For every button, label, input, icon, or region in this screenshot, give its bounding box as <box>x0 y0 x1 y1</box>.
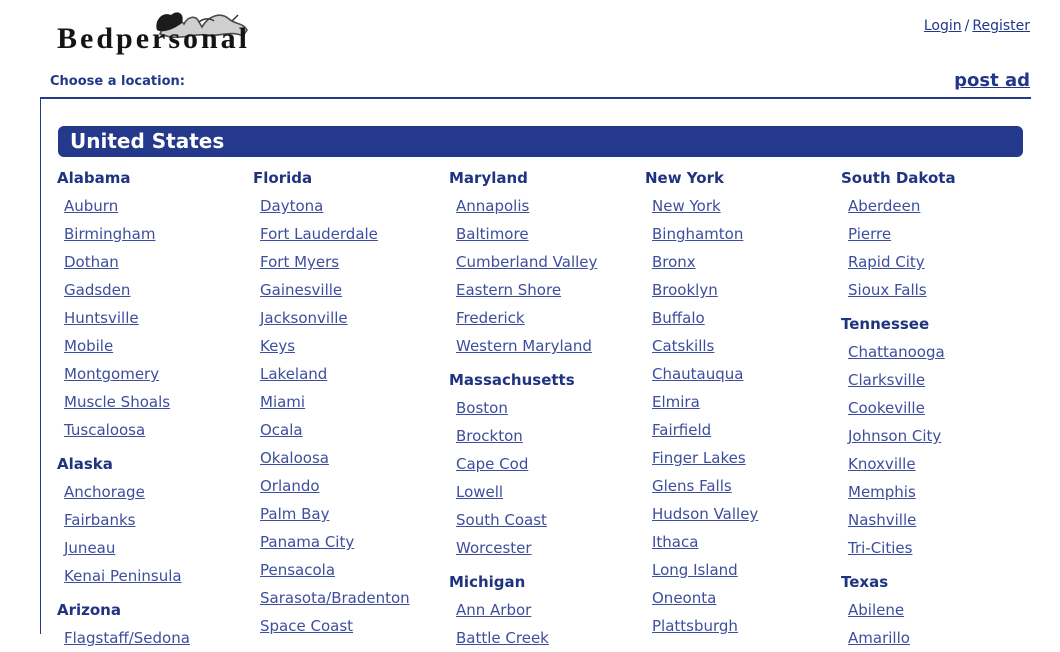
state-heading: Maryland <box>449 169 528 187</box>
state-group <box>57 600 253 652</box>
city-link[interactable]: Fort Lauderdale <box>260 225 378 243</box>
city-row <box>841 534 1037 562</box>
locations-panel <box>57 168 1037 652</box>
city-row <box>253 472 449 500</box>
city-link[interactable]: Memphis <box>848 483 916 501</box>
city-row <box>253 360 449 388</box>
city-link[interactable]: Keys <box>260 337 296 355</box>
city-row <box>449 596 645 624</box>
city-link[interactable]: Panama City <box>260 533 355 551</box>
region-banner: United States <box>58 126 1023 157</box>
city-row <box>449 506 645 534</box>
city-link[interactable]: Baltimore <box>456 225 529 243</box>
city-link[interactable]: Miami <box>260 393 306 411</box>
city-link[interactable]: Finger Lakes <box>652 449 746 467</box>
city-link[interactable]: Sioux Falls <box>848 281 927 299</box>
city-row <box>841 624 1037 652</box>
city-row <box>645 388 841 416</box>
city-link[interactable]: Anchorage <box>64 483 145 501</box>
city-row <box>841 276 1037 304</box>
left-border <box>40 97 41 634</box>
city-link[interactable]: Catskills <box>652 337 715 355</box>
city-link[interactable]: Birmingham <box>64 225 156 243</box>
city-link[interactable]: Eastern Shore <box>456 281 562 299</box>
location-column <box>645 168 841 652</box>
city-row <box>841 596 1037 624</box>
city-link[interactable]: Fort Myers <box>260 253 340 271</box>
city-link[interactable]: Huntsville <box>64 309 139 327</box>
state-group <box>841 168 1037 304</box>
city-link[interactable]: Ithaca <box>652 533 699 551</box>
login-link[interactable]: Login <box>923 18 962 34</box>
city-row <box>449 450 645 478</box>
city-link[interactable]: Flagstaff/Sedona <box>64 629 190 647</box>
city-row <box>253 416 449 444</box>
city-row <box>253 584 449 612</box>
city-row <box>253 612 449 640</box>
city-link[interactable]: Hudson Valley <box>652 505 759 523</box>
city-link[interactable]: Cape Cod <box>456 455 529 473</box>
city-link[interactable]: Chautauqua <box>652 365 744 383</box>
city-link[interactable]: Battle Creek <box>456 629 549 647</box>
location-column <box>449 168 645 652</box>
city-row <box>645 248 841 276</box>
city-row <box>57 360 253 388</box>
state-heading: Texas <box>841 573 889 591</box>
city-row <box>841 366 1037 394</box>
city-row <box>253 388 449 416</box>
city-row <box>645 528 841 556</box>
city-link[interactable]: Bronx <box>652 253 696 271</box>
state-heading: Tennessee <box>841 315 930 333</box>
city-row <box>57 562 253 590</box>
city-link[interactable]: Chattanooga <box>848 343 945 361</box>
city-row <box>449 478 645 506</box>
city-row <box>253 220 449 248</box>
city-link[interactable]: Okaloosa <box>260 449 329 467</box>
choose-location-label: Choose a location: <box>50 74 185 89</box>
city-row <box>841 422 1037 450</box>
city-row <box>449 394 645 422</box>
city-row <box>253 248 449 276</box>
city-link[interactable]: Jacksonville <box>260 309 348 327</box>
city-row <box>645 500 841 528</box>
state-group <box>841 314 1037 562</box>
state-heading: Alaska <box>57 455 113 473</box>
city-row <box>57 248 253 276</box>
city-link[interactable]: Plattsburgh <box>652 617 738 635</box>
city-row <box>253 192 449 220</box>
city-link[interactable]: Mobile <box>64 337 114 355</box>
city-row <box>449 534 645 562</box>
location-column <box>841 168 1037 652</box>
state-heading: Michigan <box>449 573 526 591</box>
city-row <box>841 478 1037 506</box>
city-row <box>57 220 253 248</box>
city-link[interactable]: Cumberland Valley <box>456 253 598 271</box>
city-row <box>449 192 645 220</box>
city-row <box>57 192 253 220</box>
city-link[interactable]: Rapid City <box>848 253 925 271</box>
city-link[interactable]: Frederick <box>456 309 525 327</box>
city-link[interactable]: Gadsden <box>64 281 131 299</box>
city-link[interactable]: Fairbanks <box>64 511 136 529</box>
header-divider <box>40 97 1031 99</box>
city-link[interactable]: Abilene <box>848 601 905 619</box>
city-row <box>253 528 449 556</box>
city-link[interactable]: Western Maryland <box>456 337 592 355</box>
city-link[interactable]: Palm Bay <box>260 505 330 523</box>
city-link[interactable]: Montgomery <box>64 365 160 383</box>
city-row <box>449 276 645 304</box>
city-row <box>645 472 841 500</box>
city-row <box>841 192 1037 220</box>
city-link[interactable]: Tri-Cities <box>848 539 913 557</box>
city-row <box>645 192 841 220</box>
city-row <box>253 332 449 360</box>
city-row <box>449 332 645 360</box>
city-link[interactable]: Pierre <box>848 225 892 243</box>
city-link[interactable]: Lowell <box>456 483 504 501</box>
city-row <box>449 422 645 450</box>
city-link[interactable]: Lakeland <box>260 365 328 383</box>
city-link[interactable]: Brooklyn <box>652 281 718 299</box>
site-logo[interactable] <box>57 10 277 58</box>
state-heading: South Dakota <box>841 169 956 187</box>
city-link[interactable]: Clarksville <box>848 371 926 389</box>
city-link[interactable]: Auburn <box>64 197 119 215</box>
city-row <box>645 276 841 304</box>
city-link[interactable]: Long Island <box>652 561 738 579</box>
state-heading: Arizona <box>57 601 121 619</box>
city-link[interactable]: Oneonta <box>652 589 717 607</box>
city-link[interactable]: Muscle Shoals <box>64 393 171 411</box>
city-row <box>449 304 645 332</box>
city-link[interactable]: Kenai Peninsula <box>64 567 182 585</box>
state-heading: Massachusetts <box>449 371 575 389</box>
city-link[interactable]: Annapolis <box>456 197 530 215</box>
city-link[interactable]: Brockton <box>456 427 523 445</box>
city-row <box>57 624 253 652</box>
city-link[interactable]: Buffalo <box>652 309 705 327</box>
city-row <box>253 444 449 472</box>
city-link[interactable]: Juneau <box>64 539 116 557</box>
city-row <box>841 450 1037 478</box>
city-row <box>57 276 253 304</box>
logo-wordmark: Bedpersonal <box>57 22 251 55</box>
auth-separator: / <box>964 18 970 34</box>
city-row <box>645 584 841 612</box>
state-group <box>449 168 645 360</box>
city-row <box>645 416 841 444</box>
city-link[interactable]: Cookeville <box>848 399 925 417</box>
city-row <box>57 506 253 534</box>
city-row <box>449 220 645 248</box>
city-row <box>645 556 841 584</box>
city-row <box>253 556 449 584</box>
city-link[interactable]: Pensacola <box>260 561 336 579</box>
register-link[interactable]: Register <box>972 18 1030 34</box>
city-row <box>645 220 841 248</box>
city-link[interactable]: Orlando <box>260 477 320 495</box>
city-row <box>57 332 253 360</box>
city-row <box>57 388 253 416</box>
city-row <box>841 506 1037 534</box>
city-link[interactable]: Ocala <box>260 421 303 439</box>
city-link[interactable]: Amarillo <box>848 629 910 647</box>
post-ad-link[interactable]: post ad <box>954 70 1030 91</box>
city-row <box>449 624 645 652</box>
city-row <box>841 338 1037 366</box>
city-row <box>841 394 1037 422</box>
state-heading: New York <box>645 169 724 187</box>
city-link[interactable]: New York <box>652 197 721 215</box>
state-heading: Alabama <box>57 169 131 187</box>
city-link[interactable]: Nashville <box>848 511 917 529</box>
city-link[interactable]: South Coast <box>456 511 547 529</box>
city-link[interactable]: Aberdeen <box>848 197 921 215</box>
location-column <box>57 168 253 652</box>
city-link[interactable]: Worcester <box>456 539 532 557</box>
city-row <box>57 304 253 332</box>
state-group <box>841 572 1037 652</box>
city-row <box>253 500 449 528</box>
city-link[interactable]: Sarasota/Bradenton <box>260 589 410 607</box>
auth-links <box>924 18 1030 34</box>
city-link[interactable]: Ann Arbor <box>456 601 532 619</box>
city-link[interactable]: Glens Falls <box>652 477 732 495</box>
city-row <box>645 332 841 360</box>
city-row <box>841 248 1037 276</box>
city-link[interactable]: Space Coast <box>260 617 354 635</box>
city-link[interactable]: Tuscaloosa <box>64 421 146 439</box>
city-row <box>841 220 1037 248</box>
state-heading: Florida <box>253 169 313 187</box>
state-group <box>57 454 253 590</box>
city-row <box>57 478 253 506</box>
city-row <box>449 248 645 276</box>
location-column <box>253 168 449 652</box>
city-row <box>253 304 449 332</box>
city-row <box>645 360 841 388</box>
city-link[interactable]: Johnson City <box>848 427 942 445</box>
city-link[interactable]: Gainesville <box>260 281 343 299</box>
city-row <box>57 534 253 562</box>
city-row <box>253 276 449 304</box>
city-link[interactable]: Fairfield <box>652 421 712 439</box>
city-row <box>645 612 841 640</box>
state-group <box>449 572 645 652</box>
city-link[interactable]: Boston <box>456 399 508 417</box>
city-link[interactable]: Elmira <box>652 393 700 411</box>
city-link[interactable]: Daytona <box>260 197 324 215</box>
city-link[interactable]: Binghamton <box>652 225 744 243</box>
city-row <box>645 304 841 332</box>
state-group <box>57 168 253 444</box>
city-link[interactable]: Knoxville <box>848 455 916 473</box>
city-link[interactable]: Dothan <box>64 253 119 271</box>
state-group <box>645 168 841 640</box>
state-group <box>449 370 645 562</box>
city-row <box>645 444 841 472</box>
state-group <box>253 168 449 640</box>
city-row <box>57 416 253 444</box>
